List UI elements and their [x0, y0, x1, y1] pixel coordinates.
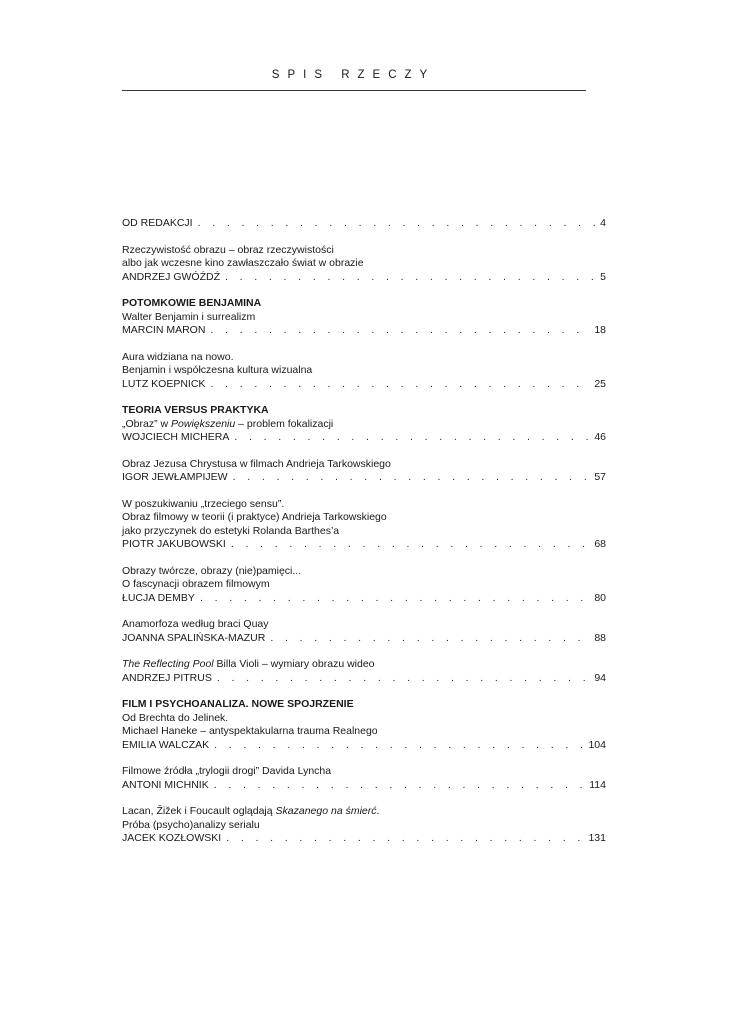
section-heading: POTOMKOWIE BENJAMINA: [122, 297, 262, 309]
entry-author: LUTZ KOEPNICK: [122, 377, 206, 390]
page-number: 94: [594, 671, 606, 684]
author-row[interactable]: [122, 832, 606, 846]
entry-title-line: Od Brechta do Jelinek.: [122, 711, 229, 724]
entry-author: IGOR JEWŁAMPIJEW: [122, 471, 228, 483]
title-rule: [122, 90, 586, 91]
entry-author: MARCIN MARON: [122, 324, 206, 336]
page-number: 104: [588, 738, 606, 751]
entry-title-line: jako przyczynek do estetyki Rolanda Barthes’a: [122, 524, 340, 537]
entry-author: JOANNA SPALIŃSKA-MAZUR: [122, 631, 266, 644]
dot-leader: [233, 471, 590, 485]
entry-author: JACEK KOZŁOWSKI: [122, 832, 222, 844]
author-row[interactable]: [122, 672, 606, 686]
toc-entry: [122, 565, 606, 606]
entry-title-line: Obraz Jezusa Chrystusa w filmach Andrieja Tarkowskiego: [122, 457, 391, 470]
toc-entry: [122, 217, 606, 231]
author-row[interactable]: [122, 739, 606, 753]
entry-title-line: Walter Benjamin i surrealizm: [122, 310, 256, 323]
author-row[interactable]: [122, 779, 606, 793]
author-row[interactable]: [122, 217, 606, 231]
table-of-contents: [122, 217, 606, 859]
entry-author: ŁUCJA DEMBY: [122, 591, 195, 604]
page-number: 5: [600, 270, 606, 283]
page-number: 68: [594, 538, 606, 550]
entry-title-line: Obraz filmowy w teorii (i praktyce) Andrieja Tarkowskiego: [122, 511, 387, 523]
page-number: 80: [594, 591, 606, 604]
entry-title-line: Filmowe źródła „trylogii drogi” Davida Lyncha: [122, 765, 332, 777]
page-title: SPIS RZECZY: [271, 69, 436, 81]
entry-title-line: Anamorfoza według braci Quay: [122, 618, 269, 630]
page-number: 18: [594, 324, 606, 336]
italic-title: Skazanego na śmierć: [275, 805, 377, 817]
author-row[interactable]: [122, 271, 606, 285]
entry-title-line: Lacan, Žižek i Foucault oglądają Skazanego na śmierć.: [122, 805, 380, 817]
toc-entry: [122, 404, 606, 445]
entry-title-line: Benjamin i współczesna kultura wizualna: [122, 364, 313, 376]
toc-entry: [122, 765, 606, 792]
page-number: 57: [594, 471, 606, 483]
author-row[interactable]: [122, 592, 606, 606]
entry-author: EMILIA WALCZAK: [122, 738, 210, 751]
toc-entry: [122, 698, 606, 752]
toc-entry: [122, 351, 606, 392]
author-row[interactable]: [122, 324, 606, 338]
page-number: 88: [594, 631, 606, 644]
dot-leader: [200, 592, 589, 606]
section-heading: FILM I PSYCHOANALIZA. NOWE SPOJRZENIE: [122, 698, 354, 710]
page-number: 4: [600, 217, 606, 229]
entry-author: ANTONI MICHNIK: [122, 778, 209, 791]
entry-title-line: Michael Haneke – antyspektakularna trauma Realnego: [122, 725, 378, 737]
entry-title-line: O fascynacji obrazem filmowym: [122, 578, 270, 590]
entry-title-line: „Obraz” w Powiększeniu – problem fokalizacji: [122, 417, 334, 430]
entry-title-line: albo jak wczesne kino zawłaszczało świat w obrazie: [122, 257, 364, 269]
entry-title-line: Aura widziana na nowo.: [122, 350, 234, 363]
page-number: 114: [589, 778, 606, 791]
dot-leader: [231, 538, 589, 552]
dot-leader: [217, 672, 589, 686]
entry-title-line: The Reflecting Pool Billa Violi – wymiary obrazu wideo: [122, 658, 375, 670]
toc-entry: [122, 805, 606, 846]
entry-author: ANDRZEJ PITRUS: [122, 671, 212, 684]
entry-title-line: Rzeczywistość obrazu – obraz rzeczywistości: [122, 243, 334, 256]
author-row[interactable]: [122, 538, 606, 552]
dot-leader: [214, 779, 585, 793]
italic-title: The Reflecting Pool: [122, 658, 214, 670]
dot-leader: [226, 832, 583, 846]
author-row[interactable]: [122, 632, 606, 646]
author-row[interactable]: [122, 378, 606, 392]
dot-leader: [270, 632, 589, 646]
toc-entry: [122, 297, 606, 338]
italic-title: Powiększeniu: [171, 417, 236, 430]
dot-leader: [210, 378, 589, 392]
author-row[interactable]: [122, 431, 606, 445]
dot-leader: [210, 324, 589, 338]
page-number: 131: [588, 832, 606, 844]
toc-entry: [122, 244, 606, 285]
section-heading: TEORIA VERSUS PRAKTYKA: [122, 404, 269, 416]
toc-entry: [122, 618, 606, 645]
entry-title-line: W poszukiwaniu „trzeciego sensu”.: [122, 497, 285, 510]
entry-author: ANDRZEJ GWÓŹDŹ: [122, 270, 220, 283]
dot-leader: [225, 271, 595, 285]
dot-leader: [234, 431, 589, 445]
toc-entry: [122, 498, 606, 552]
entry-title-line: Próba (psycho)analizy serialu: [122, 818, 260, 831]
dot-leader: [198, 217, 596, 231]
entry-author: WOJCIECH MICHERA: [122, 431, 230, 443]
entry-author: OD REDAKCJI: [122, 217, 193, 229]
page-number: 46: [594, 431, 606, 443]
entry-title-line: Obrazy twórcze, obrazy (nie)pamięci...: [122, 564, 302, 577]
toc-entry: [122, 458, 606, 485]
toc-entry: [122, 658, 606, 685]
entry-author: PIOTR JAKUBOWSKI: [122, 538, 226, 550]
dot-leader: [214, 739, 583, 753]
author-row[interactable]: [122, 471, 606, 485]
page-number: 25: [594, 377, 606, 390]
